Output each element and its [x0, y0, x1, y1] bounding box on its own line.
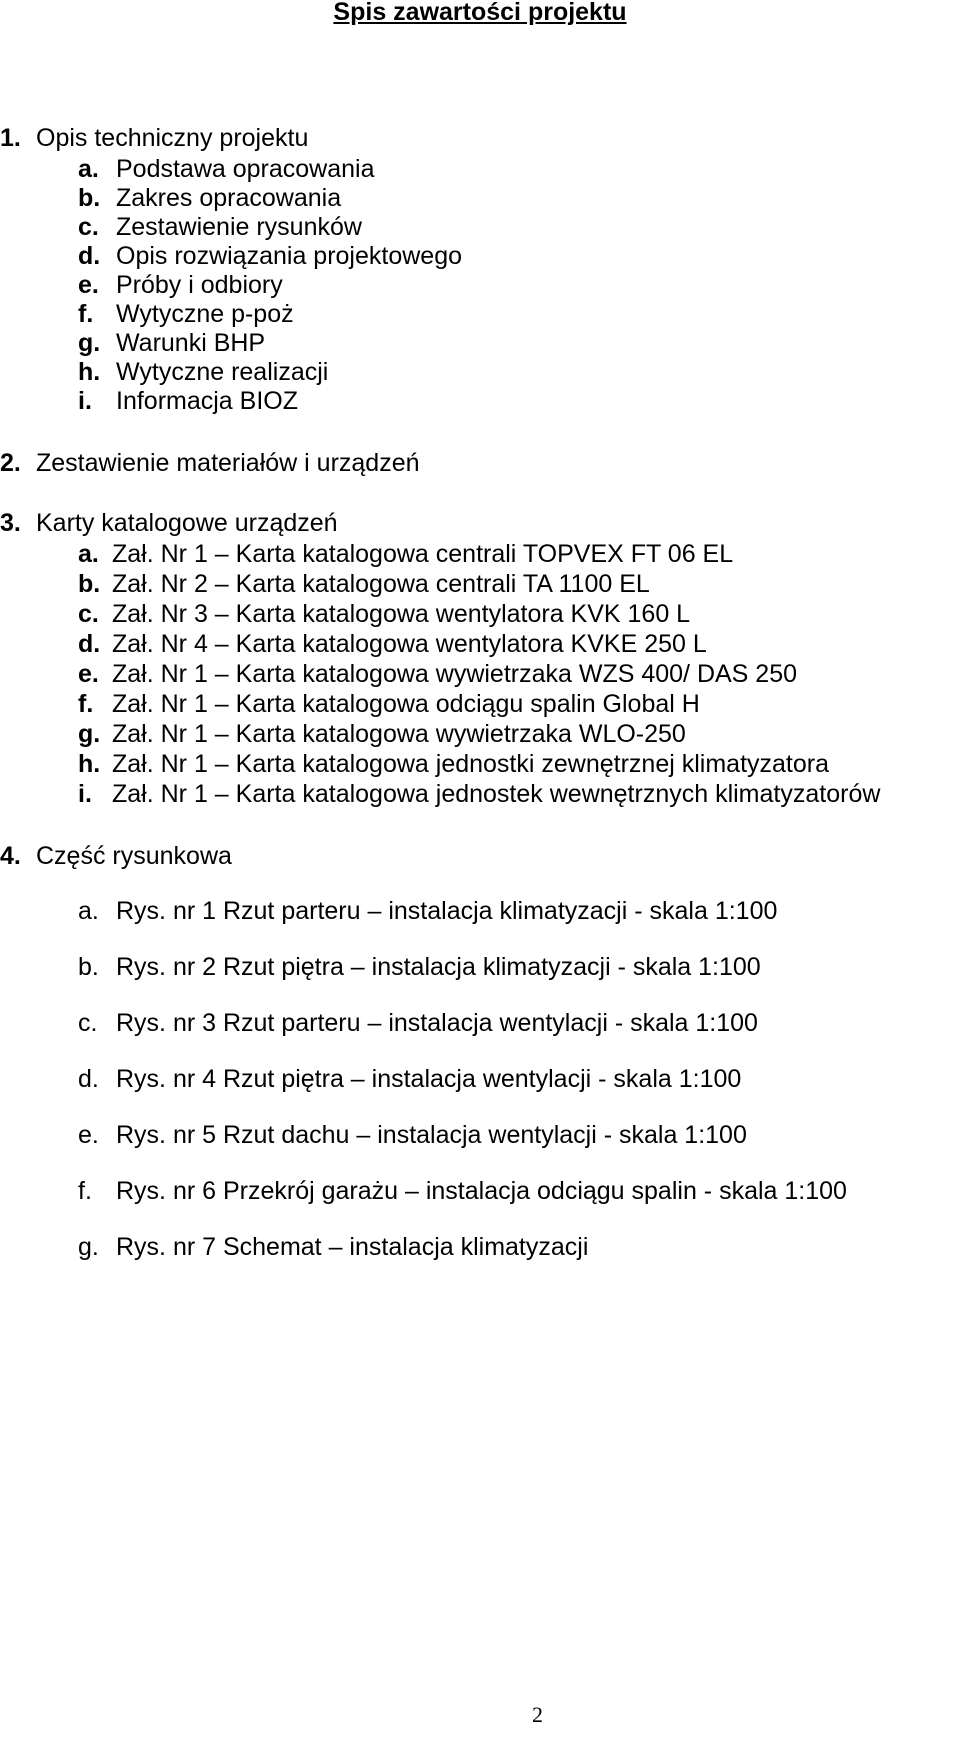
item-text: Wytyczne p-poż: [116, 300, 294, 328]
item-text: Rys. nr 1 Rzut parteru – instalacja klimatyzacji - skala 1:100: [116, 897, 778, 925]
item-letter: d.: [78, 630, 101, 658]
item-letter: h.: [78, 358, 101, 386]
item-text: Zał. Nr 2 – Karta katalogowa centrali TA 1100 EL: [112, 570, 650, 598]
item-letter: a.: [78, 897, 99, 925]
item-letter: h.: [78, 750, 101, 778]
section-4-heading: [0, 842, 232, 871]
item-letter: d.: [78, 1065, 99, 1093]
section-number: 1.: [0, 124, 21, 152]
item-letter: f.: [78, 1177, 92, 1205]
section-number: 4.: [0, 842, 21, 870]
item-letter: e.: [78, 1121, 99, 1149]
item-letter: d.: [78, 242, 101, 270]
item-letter: c.: [78, 600, 99, 628]
item-text: Zał. Nr 4 – Karta katalogowa wentylatora KVKE 250 L: [112, 630, 707, 658]
item-letter: c.: [78, 213, 99, 241]
item-letter: b.: [78, 953, 99, 981]
item-text: Rys. nr 7 Schemat – instalacja klimatyzacji: [116, 1233, 589, 1261]
item-letter: f.: [78, 300, 94, 328]
item-text: Rys. nr 5 Rzut dachu – instalacja wentylacji - skala 1:100: [116, 1121, 747, 1149]
section-number: 2.: [0, 449, 21, 477]
section-title: Część rysunkowa: [36, 842, 232, 870]
item-text: Zał. Nr 1 – Karta katalogowa wywietrzaka WZS 400/ DAS 250: [112, 660, 798, 688]
item-letter: g.: [78, 1233, 99, 1261]
item-letter: e.: [78, 660, 99, 688]
section-title: Zestawienie materiałów i urządzeń: [36, 449, 420, 477]
item-text: Warunki BHP: [116, 329, 266, 357]
item-text: Informacja BIOZ: [116, 387, 298, 415]
item-text: Zał. Nr 3 – Karta katalogowa wentylatora KVK 160 L: [112, 600, 691, 628]
item-letter: a.: [78, 155, 99, 183]
item-text: Rys. nr 3 Rzut parteru – instalacja wentylacji - skala 1:100: [116, 1009, 758, 1037]
item-letter: c.: [78, 1009, 98, 1037]
item-letter: e.: [78, 271, 99, 299]
item-text: Podstawa opracowania: [116, 155, 375, 183]
section-3-heading: [0, 509, 338, 538]
item-text: Zał. Nr 1 – Karta katalogowa centrali TOPVEX FT 06 EL: [112, 540, 734, 568]
item-text: Rys. nr 4 Rzut piętra – instalacja wentylacji - skala 1:100: [116, 1065, 742, 1093]
item-text: Próby i odbiory: [116, 271, 283, 299]
item-text: Zestawienie rysunków: [116, 213, 362, 241]
page-number: 2: [532, 1702, 543, 1727]
item-text: Zał. Nr 1 – Karta katalogowa jednostki zewnętrznej klimatyzatora: [112, 750, 829, 778]
item-text: Zał. Nr 1 – Karta katalogowa odciągu spalin Global H: [112, 690, 700, 718]
item-letter: b.: [78, 184, 101, 212]
section-1-heading: [0, 124, 308, 153]
item-text: Zakres opracowania: [116, 184, 342, 212]
item-text: Rys. nr 2 Rzut piętra – instalacja klimatyzacji - skala 1:100: [116, 953, 761, 981]
item-letter: g.: [78, 720, 101, 748]
item-letter: g.: [78, 329, 101, 357]
section-title: Opis techniczny projektu: [36, 124, 309, 152]
section-number: 3.: [0, 509, 21, 537]
section-title: Karty katalogowe urządzeń: [36, 509, 338, 537]
item-text: Rys. nr 6 Przekrój garażu – instalacja odciągu spalin - skala 1:100: [116, 1177, 847, 1205]
item-text: Wytyczne realizacji: [116, 358, 329, 386]
document-title: Spis zawartości projektu: [333, 0, 627, 26]
item-letter: a.: [78, 540, 99, 568]
item-text: Zał. Nr 1 – Karta katalogowa jednostek wewnętrznych klimatyzatorów: [112, 780, 881, 808]
item-letter: b.: [78, 570, 101, 598]
item-text: Opis rozwiązania projektowego: [116, 242, 463, 270]
section-2-heading: [0, 449, 420, 478]
item-letter: f.: [78, 690, 94, 718]
item-letter: i.: [78, 387, 92, 415]
item-letter: i.: [78, 780, 92, 808]
item-text: Zał. Nr 1 – Karta katalogowa wywietrzaka WLO-250: [112, 720, 686, 748]
